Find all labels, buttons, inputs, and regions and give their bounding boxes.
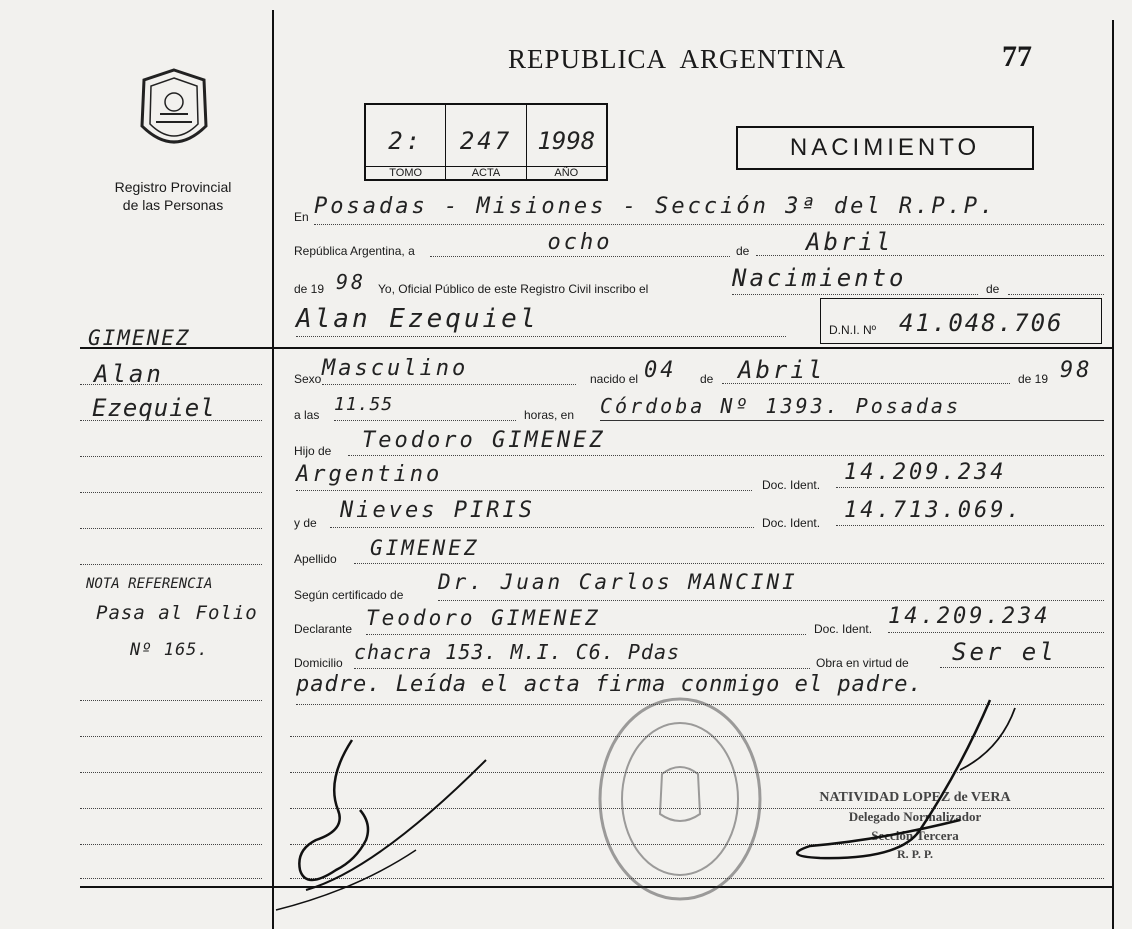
tomo-cell (366, 105, 446, 179)
registry-stamp-icon (596, 694, 764, 904)
tomo-label: TOMO (366, 166, 445, 179)
left-dotline (80, 420, 262, 421)
label-de-2: de (986, 282, 1000, 296)
value-lugar-nac: Córdoba Nº 1393. Posadas (600, 394, 1104, 421)
label-segun: Según certificado de (294, 588, 404, 602)
value-doc-declarante: 14.209.234 (888, 604, 1104, 633)
label-apellido: Apellido (294, 552, 337, 566)
value-dni: 41.048.706 (899, 309, 1064, 337)
anio-cell (527, 105, 606, 179)
left-dotline (80, 772, 262, 773)
right-vertical-rule (1112, 20, 1114, 929)
value-doc-padre: 14.209.234 (836, 460, 1104, 488)
value-nac-padre: Argentino (296, 462, 752, 491)
official-title: Delegado Normalizador (848, 809, 982, 824)
value-dia-nac: 04 (644, 358, 677, 383)
value-anio-nac: 98 (1060, 358, 1093, 383)
label-domicilio: Domicilio (294, 656, 343, 670)
left-dotline (80, 808, 262, 809)
label-republica: República Argentina, a (294, 244, 415, 258)
label-doc-ident: Doc. Ident. (762, 478, 821, 492)
value-madre: Nieves PIRIS (330, 498, 754, 528)
label-hijo-de: Hijo de (294, 444, 332, 458)
left-dotline (80, 700, 262, 701)
anio-label: AÑO (527, 166, 606, 179)
left-dotline (80, 528, 262, 529)
value-apellido: GIMENEZ (354, 536, 1104, 564)
value-certificado: Dr. Juan Carlos MANCINI (438, 570, 1104, 601)
dni-box (820, 298, 1102, 344)
anio-value: 1998 (537, 127, 596, 155)
label-doc-ident-2: Doc. Ident. (762, 516, 821, 530)
registry-line-2: de las Personas (122, 197, 224, 213)
value-declarante: Teodoro GIMENEZ (366, 606, 806, 635)
value-sexo: Masculino (322, 356, 576, 385)
value-dia: ocho (430, 230, 730, 257)
official-name: NATIVIDAD LOPEZ de VERA (819, 790, 1011, 805)
label-en: En (294, 210, 309, 224)
left-dotline (80, 844, 262, 845)
doc-type-box: NACIMIENTO (736, 126, 1034, 170)
label-doc-ident-3: Doc. Ident. (814, 622, 873, 636)
folio-number: 77 (1002, 40, 1032, 73)
label-de: de (736, 244, 750, 258)
label-obra: Obra en virtud de (816, 656, 909, 670)
value-mes-nac: Abril (722, 356, 1010, 384)
value-domicilio: chacra 153. M.I. C6. Pdas (354, 640, 810, 669)
acta-cell (446, 105, 526, 179)
registry-line-1: Registro Provincial (114, 179, 232, 195)
label-horas-en: horas, en (524, 408, 575, 422)
nota-referencia: NOTA REFERENCIA (86, 576, 213, 592)
acta-value: 247 (459, 127, 513, 155)
tomo-value: 2: (388, 127, 424, 155)
nota-folio-number: Nº 165. (130, 640, 209, 660)
provincial-seal-icon (134, 66, 214, 161)
value-obra: Ser el (940, 638, 1104, 668)
label-de-19: de 19 (294, 282, 325, 296)
blank-dotline (1008, 294, 1104, 295)
official-section: Sección Tercera (871, 828, 959, 843)
registry-name (90, 178, 256, 214)
nota-pasa-folio: Pasa al Folio (96, 602, 258, 624)
label-nacido: nacido el (590, 372, 639, 386)
value-nombre-completo: Alan Ezequiel (296, 304, 786, 337)
official-rpp: R. P. P. (896, 847, 934, 861)
value-lugar: Posadas - Misiones - Sección 3ª del R.P.P. (314, 194, 1104, 225)
declarant-signature (256, 720, 516, 920)
acta-label: ACTA (446, 166, 525, 179)
label-y-de: y de (294, 516, 317, 530)
left-dotline (80, 456, 262, 457)
value-doc-madre: 14.713.069. (836, 498, 1104, 526)
left-dotline (80, 564, 262, 565)
value-hora: 11.55 (334, 394, 516, 421)
value-mes: Abril (756, 228, 1104, 256)
label-dni: D.N.I. Nº (829, 323, 877, 337)
label-a-las: a las (294, 408, 320, 422)
label-yo-oficial: Yo, Oficial Público de este Registro Civil inscribo el (378, 282, 649, 296)
value-acto: Nacimiento (732, 264, 978, 295)
country-heading: REPUBLICA ARGENTINA (508, 44, 847, 74)
left-apellido: GIMENEZ (88, 326, 191, 350)
value-anio: 98 (336, 270, 367, 294)
left-nombre-2: Ezequiel (92, 394, 216, 422)
label-de-1998: de 19 (1018, 372, 1049, 386)
left-dotline (80, 384, 262, 385)
upper-horizontal-rule (80, 347, 1112, 349)
official-signature (760, 690, 1060, 880)
value-padre: Teodoro GIMENEZ (348, 428, 1104, 456)
label-declarante: Declarante (294, 622, 353, 636)
label-de-3: de (700, 372, 714, 386)
left-dotline (80, 492, 262, 493)
left-dotline (80, 878, 262, 879)
label-sexo: Sexo (294, 372, 322, 386)
left-dotline (80, 736, 262, 737)
value-cierre: padre. Leída el acta firma conmigo el padre. (296, 672, 1104, 705)
acta-box (364, 103, 608, 181)
left-nombre-1: Alan (94, 360, 164, 388)
